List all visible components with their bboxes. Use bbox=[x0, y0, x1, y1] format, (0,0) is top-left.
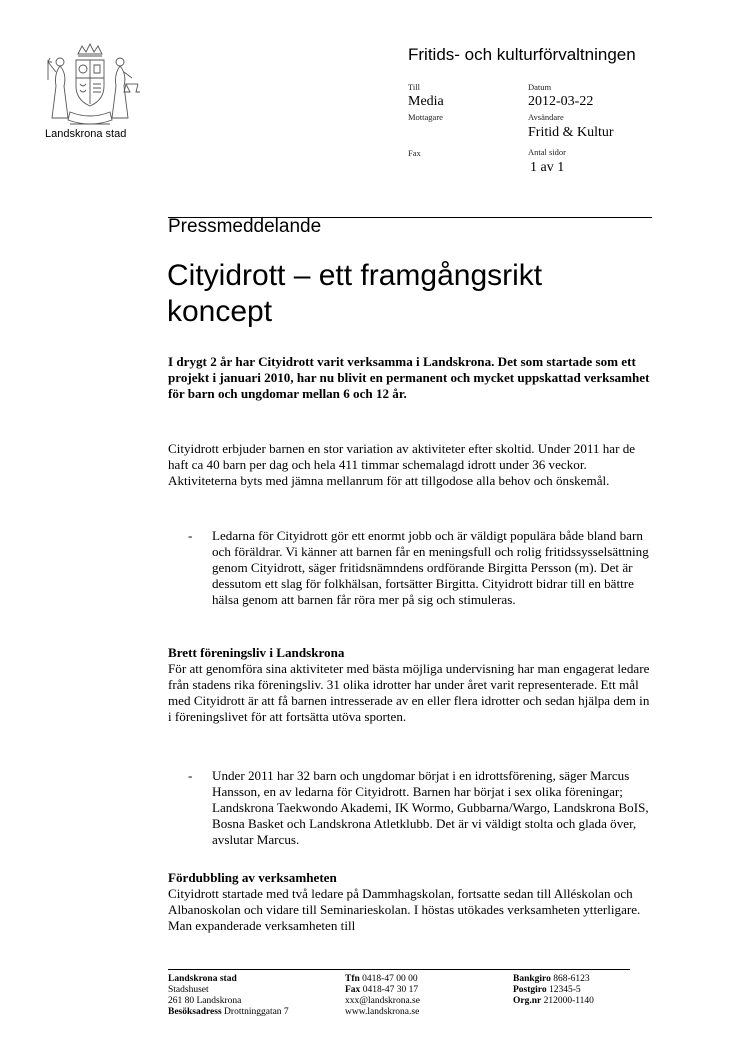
antal-sidor-value: 1 av 1 bbox=[530, 160, 565, 175]
department-name: Fritids- och kulturförvaltningen bbox=[408, 45, 636, 64]
fax-value: 0418-47 30 17 bbox=[362, 985, 419, 995]
org-address-line: Stadshuset bbox=[168, 985, 209, 995]
footer-contact bbox=[345, 974, 420, 1018]
datum-label: Datum bbox=[528, 82, 552, 92]
till-label: Till bbox=[408, 82, 420, 92]
footer-divider bbox=[168, 969, 630, 970]
visit-label: Besöksadress bbox=[168, 1007, 222, 1017]
footer-bank bbox=[513, 974, 594, 1007]
page-title: Cityidrott – ett framgångsrikt koncept bbox=[167, 259, 543, 328]
orgnr-label: Org.nr bbox=[513, 996, 542, 1006]
email-link[interactable]: xxx@landskrona.se bbox=[345, 996, 420, 1006]
fax-label: Fax bbox=[408, 148, 421, 158]
lead-paragraph: I drygt 2 år har Cityidrott varit verksamma i Landskrona. Det som startade som ett projekt i januari 2010, har nu blivit en permanent och mycket uppskattad verksamhet för barn och ungdomar mellan 6 och 12 år. bbox=[168, 354, 650, 401]
paragraph: Cityidrott startade med två ledare på Dammhagskolan, fortsatte sedan till Alléskolan och Albanoskolan och vidare till Seminarieskolan. I höstas utökades verksamheten ytterligare. Man expanderade verksamheten till bbox=[168, 886, 641, 933]
org-name: Landskrona stad bbox=[168, 974, 237, 984]
website-link[interactable]: www.landskrona.se bbox=[345, 1007, 420, 1017]
avsandare-value: Fritid & Kultur bbox=[528, 125, 614, 140]
tfn-value: 0418-47 00 00 bbox=[362, 974, 418, 984]
footer-org bbox=[168, 974, 289, 1018]
mottagare-label: Mottagare bbox=[408, 112, 443, 122]
section-heading: Fördubbling av verksamheten bbox=[168, 870, 337, 885]
quote-bullet bbox=[168, 768, 652, 852]
avsandare-label: Avsändare bbox=[528, 112, 564, 122]
coat-of-arms-icon bbox=[40, 40, 140, 132]
postgiro-value: 12345-5 bbox=[548, 985, 581, 995]
bullet-dash: - bbox=[188, 768, 193, 783]
fax-label: Fax bbox=[345, 985, 361, 995]
datum-value: 2012-03-22 bbox=[528, 94, 594, 109]
bullet-text: Under 2011 har 32 barn och ungdomar börjat i en idrottsförening, säger Marcus Hansson, en av ledarna för Cityidrott. Barnen har börjat i sex olika föreningar; Landskrona Taekwondo Akademi, IK Wormo, Gubbarna/Wargo, Landskrona BoIS, Bosna Basket och Landskrona Atletklubb. Det är vi väldigt stolta och glada över, avslutar Marcus. bbox=[212, 768, 649, 847]
bankgiro-value: 868-6123 bbox=[553, 974, 590, 984]
org-postal: 261 80 Landskrona bbox=[168, 996, 242, 1006]
paragraph: Cityidrott erbjuder barnen en stor variation av aktiviteter efter skoltid. Under 2011 har de haft ca 40 barn per dag och hela 411 timmar schemalagd idrott under 36 veckor. Aktiviteterna byts med jämna mellanrum för att tillgodose alla behov och önskemål. bbox=[168, 441, 636, 488]
orgnr-value: 212000-1140 bbox=[543, 996, 594, 1006]
bullet-dash: - bbox=[188, 528, 193, 543]
bankgiro-label: Bankgiro bbox=[513, 974, 551, 984]
antal-sidor-label: Antal sidor bbox=[528, 147, 567, 157]
tfn-label: Tfn bbox=[345, 974, 360, 984]
document-type: Pressmeddelande bbox=[168, 216, 322, 237]
postgiro-label: Postgiro bbox=[513, 985, 547, 995]
section-heading: Brett föreningsliv i Landskrona bbox=[168, 645, 345, 660]
coat-of-arms-logo bbox=[40, 40, 140, 132]
logo-text: Landskrona stad bbox=[45, 128, 127, 140]
till-value: Media bbox=[408, 94, 444, 109]
bullet-text: Ledarna för Cityidrott gör ett enormt jobb och är väldigt populära både bland barn och föräldrar. Vi känner att barnen får en meningsfull och rolig fritidssysselsättning genom Cityidrott, säger fritidsnämndens ordförande Birgitta Persson (m). Det är dessutom ett slag för folkhälsan, fortsätter Birgitta. Cityidrott bidrar till en bättre hälsa genom att barnen får röra mer på sig och stimuleras. bbox=[212, 528, 649, 607]
quote-bullet bbox=[168, 528, 652, 628]
paragraph: För att genomföra sina aktiviteter med bästa möjliga undervisning har man engagerat ledare från stadens rika föreningsliv. 31 olika idrotter har under året varit representerade. Ett mål med Cityidrott är att få barnen intresserade av en eller flera idrotter och sedan hjälpa dem in i föreningslivet för att fortsätta utöva sporten. bbox=[168, 661, 650, 724]
visit-address: Drottninggatan 7 bbox=[224, 1007, 289, 1017]
